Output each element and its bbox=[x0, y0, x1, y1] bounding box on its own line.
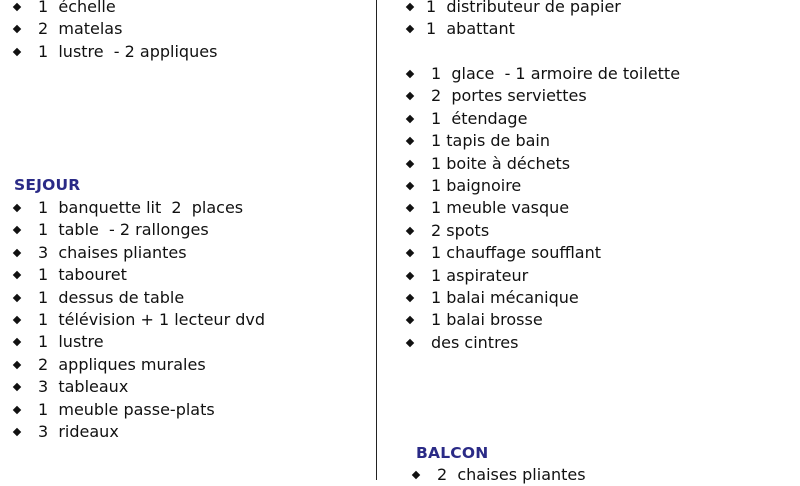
diamond-bullet-icon bbox=[406, 92, 414, 100]
list-item: 2 chaises pliantes bbox=[413, 464, 783, 486]
diamond-bullet-icon bbox=[406, 226, 414, 234]
list-item: 3 tableaux bbox=[14, 376, 364, 398]
sejour-list bbox=[14, 197, 364, 443]
diamond-bullet-icon bbox=[406, 271, 414, 279]
diamond-bullet-icon bbox=[13, 316, 21, 324]
diamond-bullet-icon bbox=[406, 294, 414, 302]
diamond-bullet-icon bbox=[406, 249, 414, 257]
diamond-bullet-icon bbox=[13, 25, 21, 33]
diamond-bullet-icon bbox=[406, 70, 414, 78]
diamond-bullet-icon bbox=[13, 204, 21, 212]
list-item: 1 glace - 1 armoire de toilette bbox=[407, 63, 787, 85]
list-item: 1 chauffage soufflant bbox=[407, 242, 787, 264]
diamond-bullet-icon bbox=[13, 3, 21, 11]
list-item: 1 balai brosse bbox=[407, 309, 787, 331]
diamond-bullet-icon bbox=[406, 338, 414, 346]
bathroom-list bbox=[407, 63, 787, 354]
column-divider bbox=[376, 0, 377, 480]
diamond-bullet-icon bbox=[13, 360, 21, 368]
diamond-bullet-icon bbox=[13, 405, 21, 413]
list-item: 1 distributeur de papier bbox=[407, 0, 787, 18]
list-item: 2 spots bbox=[407, 220, 787, 242]
diamond-bullet-icon bbox=[13, 428, 21, 436]
section-title-balcon: BALCON bbox=[416, 444, 489, 462]
list-item: 1 baignoire bbox=[407, 175, 787, 197]
diamond-bullet-icon bbox=[13, 383, 21, 391]
list-item: 1 aspirateur bbox=[407, 265, 787, 287]
diamond-bullet-icon bbox=[412, 471, 420, 479]
diamond-bullet-icon bbox=[13, 271, 21, 279]
balcon-list bbox=[413, 464, 783, 486]
list-item: 1 abattant bbox=[407, 18, 787, 40]
list-item: 1 tabouret bbox=[14, 264, 364, 286]
list-item: 1 boite à déchets bbox=[407, 153, 787, 175]
list-item: 1 étendage bbox=[407, 108, 787, 130]
diamond-bullet-icon bbox=[13, 48, 21, 56]
list-item: 1 meuble vasque bbox=[407, 197, 787, 219]
list-item: des cintres bbox=[407, 332, 787, 354]
left-top-list bbox=[14, 0, 364, 63]
diamond-bullet-icon bbox=[13, 249, 21, 257]
diamond-bullet-icon bbox=[406, 115, 414, 123]
list-item: 2 portes serviettes bbox=[407, 85, 787, 107]
list-item: 1 lustre bbox=[14, 331, 364, 353]
list-item: 2 appliques murales bbox=[14, 354, 364, 376]
diamond-bullet-icon bbox=[406, 3, 414, 11]
list-item: 1 télévision + 1 lecteur dvd bbox=[14, 309, 364, 331]
list-item: 3 chaises pliantes bbox=[14, 242, 364, 264]
diamond-bullet-icon bbox=[406, 25, 414, 33]
list-item: 1 meuble passe-plats bbox=[14, 399, 364, 421]
list-item: 1 dessus de table bbox=[14, 287, 364, 309]
diamond-bullet-icon bbox=[406, 316, 414, 324]
list-item: 3 rideaux bbox=[14, 421, 364, 443]
list-item: 1 banquette lit 2 places bbox=[14, 197, 364, 219]
list-item: 1 tapis de bain bbox=[407, 130, 787, 152]
section-title-sejour: SEJOUR bbox=[14, 176, 81, 194]
diamond-bullet-icon bbox=[406, 204, 414, 212]
list-item: 1 lustre - 2 appliques bbox=[14, 41, 364, 63]
diamond-bullet-icon bbox=[13, 293, 21, 301]
list-item: 1 table - 2 rallonges bbox=[14, 219, 364, 241]
diamond-bullet-icon bbox=[406, 137, 414, 145]
list-item: 1 échelle bbox=[14, 0, 364, 18]
diamond-bullet-icon bbox=[406, 159, 414, 167]
list-item: 2 matelas bbox=[14, 18, 364, 40]
diamond-bullet-icon bbox=[406, 182, 414, 190]
list-item: 1 balai mécanique bbox=[407, 287, 787, 309]
diamond-bullet-icon bbox=[13, 338, 21, 346]
right-top-list bbox=[407, 0, 787, 41]
diamond-bullet-icon bbox=[13, 226, 21, 234]
